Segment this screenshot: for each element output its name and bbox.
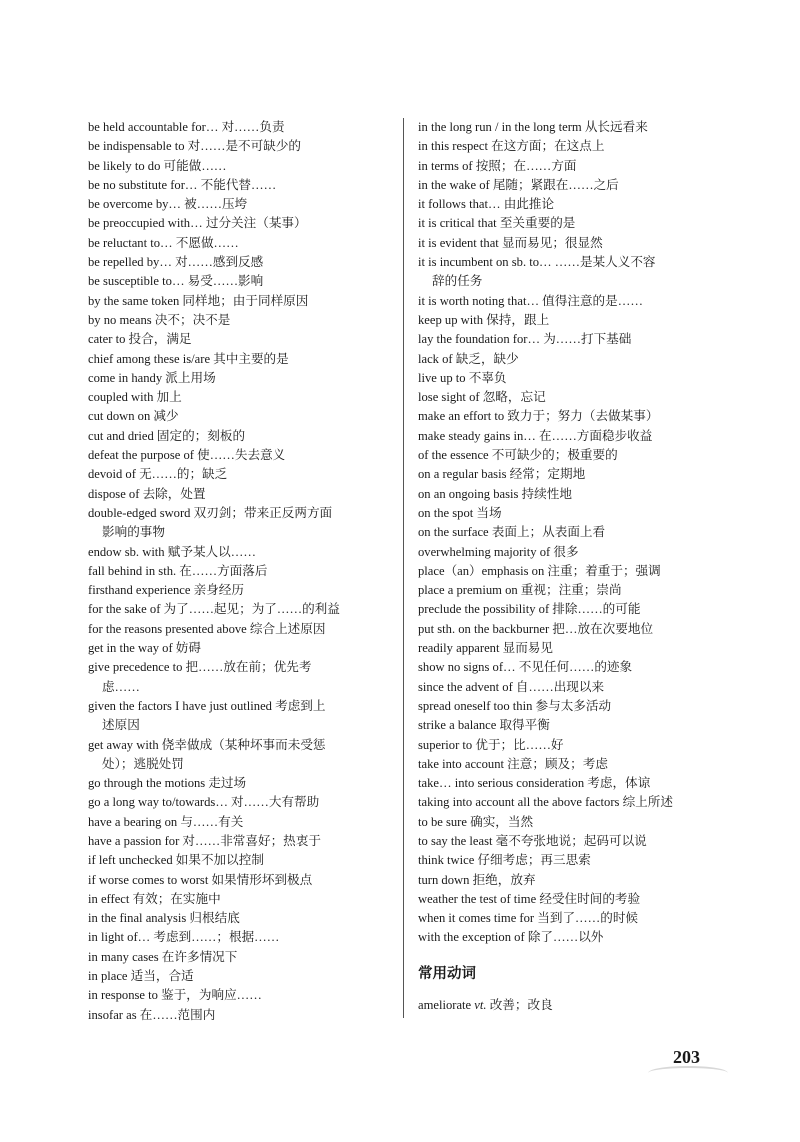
phrase-entry: dispose of 去除，处置	[88, 486, 206, 501]
phrase-entry: overwhelming majority of 很多	[418, 544, 579, 559]
phrase-entry: cut down on 减少	[88, 409, 179, 424]
phrase-entry: strike a balance 取得平衡	[418, 718, 550, 733]
phrase-entry: be reluctant to… 不愿做……	[88, 235, 239, 250]
phrase-entry: be overcome by… 被……压垮	[88, 197, 248, 212]
phrase-entry: when it comes time for 当到了……的时候	[418, 911, 639, 926]
page-curve-decoration	[648, 1066, 728, 1080]
phrase-entry: it is incumbent on sb. to… ……是某人义不容	[418, 255, 656, 270]
phrase-entry: have a bearing on 与……有关	[88, 814, 244, 829]
left-column	[88, 118, 388, 1025]
phrase-entry: readily apparent 显而易见	[418, 641, 553, 656]
phrase-entry: with the exception of 除了……以外	[418, 930, 604, 945]
phrase-entry: on an ongoing basis 持续性地	[418, 486, 572, 501]
phrase-entry: be preoccupied with… 过分关注（某事）	[88, 216, 307, 231]
phrase-entry: make an effort to 致力于；努力（去做某事）	[418, 409, 659, 424]
phrase-entry: endow sb. with 赋予某人以……	[88, 544, 256, 559]
phrase-entry: in the wake of 尾随；紧跟在……之后	[418, 177, 619, 192]
phrase-entry: of the essence 不可缺少的；极重要的	[418, 448, 618, 463]
phrase-entry: it is worth noting that… 值得注意的是……	[418, 293, 643, 308]
phrase-entry: double-edged sword 双刃剑；带来正反两方面	[88, 505, 333, 520]
phrase-entry: since the advent of 自……出现以来	[418, 679, 605, 694]
phrase-entry: if worse comes to worst 如果情形坏到极点	[88, 872, 313, 887]
phrase-entry: fall behind in sth. 在……方面落后	[88, 563, 268, 578]
phrase-entry: it is evident that 显而易见；很显然	[418, 235, 603, 250]
phrase-entry: in the long run / in the long term 从长远看来	[418, 120, 648, 134]
phrase-entry: spread oneself too thin 参与太多活动	[418, 698, 612, 713]
phrase-list-right	[418, 118, 723, 948]
phrase-entry: by the same token 同样地；由于同样原因	[88, 293, 309, 308]
phrase-entry: 处）；逃脱处罚	[102, 756, 184, 771]
phrase-entry: to say the least 毫不夸张地说；起码可以说	[418, 833, 647, 848]
phrase-entry: 影响的事物	[102, 525, 165, 540]
phrase-entry: show no signs of… 不见任何……的迹象	[418, 660, 633, 675]
phrase-entry: keep up with 保持，跟上	[418, 312, 550, 327]
right-column	[418, 118, 723, 1015]
phrase-entry: be indispensable to 对……是不可缺少的	[88, 139, 302, 154]
phrase-entry: it is critical that 至关重要的是	[418, 216, 576, 231]
phrase-entry: in light of… 考虑到……；根据……	[88, 930, 280, 945]
phrase-entry: chief among these is/are 其中主要的是	[88, 351, 289, 366]
phrase-entry: in response to 鉴于，为响应……	[88, 988, 262, 1003]
phrase-entry: in terms of 按照；在……方面	[418, 158, 577, 173]
phrase-entry: think twice 仔细考虑；再三思索	[418, 853, 591, 868]
phrase-entry: live up to 不辜负	[418, 370, 507, 385]
phrase-entry: lose sight of 忽略，忘记	[418, 390, 546, 405]
phrase-entry: be susceptible to… 易受……影响	[88, 274, 264, 289]
phrase-entry: in many cases 在许多情况下	[88, 949, 238, 964]
phrase-entry: be repelled by… 对……感到反感	[88, 255, 264, 270]
phrase-entry: devoid of 无……的；缺乏	[88, 467, 228, 482]
phrase-entry: on a regular basis 经常；定期地	[418, 467, 586, 482]
phrase-entry: get in the way of 妨碍	[88, 641, 201, 656]
phrase-entry: lay the foundation for… 为……打下基础	[418, 332, 632, 347]
page-number: 203	[673, 1047, 700, 1067]
phrase-entry: in this respect 在这方面；在这点上	[418, 139, 605, 154]
phrase-entry: for the reasons presented above 综合上述原因	[88, 621, 326, 636]
phrase-entry: taking into account all the above factors 综上所述	[418, 795, 673, 810]
phrase-entry: 述原因	[102, 718, 140, 733]
phrase-entry: be likely to do 可能做……	[88, 158, 227, 173]
phrase-entry: cater to 投合，满足	[88, 332, 192, 347]
phrase-entry: firsthand experience 亲身经历	[88, 583, 244, 598]
phrase-entry: take into account 注意；顾及；考虑	[418, 756, 608, 771]
phrase-entry: insofar as 在……范围内	[88, 1007, 216, 1022]
phrase-entry: 辞的任务	[432, 274, 483, 289]
phrase-entry: in the final analysis 归根结底	[88, 911, 240, 926]
phrase-entry: coupled with 加上	[88, 390, 182, 405]
phrase-entry: if left unchecked 如果不加以控制	[88, 853, 264, 868]
phrase-entry: given the factors I have just outlined 考虑到上	[88, 698, 326, 713]
phrase-entry: it follows that… 由此推论	[418, 197, 555, 212]
phrase-entry: ameliorate vt. 改善；改良	[418, 997, 553, 1012]
verb-list	[418, 996, 723, 1015]
phrase-entry: take… into serious consideration 考虑，体谅	[418, 776, 651, 791]
phrase-entry: to be sure 确实，当然	[418, 814, 534, 829]
phrase-entry: give precedence to 把……放在前；优先考	[88, 660, 312, 675]
phrase-entry: come in handy 派上用场	[88, 370, 216, 385]
phrase-entry: by no means 决不；决不是	[88, 312, 231, 327]
phrase-entry: preclude the possibility of 排除……的可能	[418, 602, 641, 617]
phrase-entry: on the spot 当场	[418, 505, 502, 520]
column-divider	[403, 118, 404, 1018]
phrase-entry: in place 适当，合适	[88, 969, 194, 984]
phrase-entry: on the surface 表面上；从表面上看	[418, 525, 606, 540]
phrase-entry: be no substitute for… 不能代替……	[88, 177, 277, 192]
phrase-entry: lack of 缺乏，缺少	[418, 351, 519, 366]
phrase-entry: cut and dried 固定的；刻板的	[88, 428, 246, 443]
phrase-entry: place a premium on 重视；注重；崇尚	[418, 583, 622, 598]
phrase-entry: weather the test of time 经受住时间的考验	[418, 891, 641, 906]
phrase-entry: make steady gains in… 在……方面稳步收益	[418, 428, 653, 443]
phrase-entry: for the sake of 为了……起见；为了……的利益	[88, 602, 340, 617]
phrase-entry: go a long way to/towards… 对……大有帮助	[88, 795, 320, 810]
phrase-entry: defeat the purpose of 使……失去意义	[88, 448, 286, 463]
phrase-entry: be held accountable for… 对……负责	[88, 120, 285, 134]
phrase-entry: put sth. on the backburner 把…放在次要地位	[418, 621, 654, 636]
phrase-entry: go through the motions 走过场	[88, 776, 247, 791]
phrase-entry: superior to 优于；比……好	[418, 737, 564, 752]
phrase-entry: in effect 有效；在实施中	[88, 891, 221, 906]
phrase-entry: have a passion for 对……非常喜好；热衷于	[88, 833, 321, 848]
phrase-entry: 虑……	[102, 679, 140, 694]
phrase-entry: get away with 侥幸做成（某种坏事而未受惩	[88, 737, 326, 752]
phrase-entry: turn down 拒绝，放弃	[418, 872, 536, 887]
phrase-entry: place（an）emphasis on 注重；着重于；强调	[418, 563, 661, 578]
section-title: 常用动词	[418, 965, 476, 982]
